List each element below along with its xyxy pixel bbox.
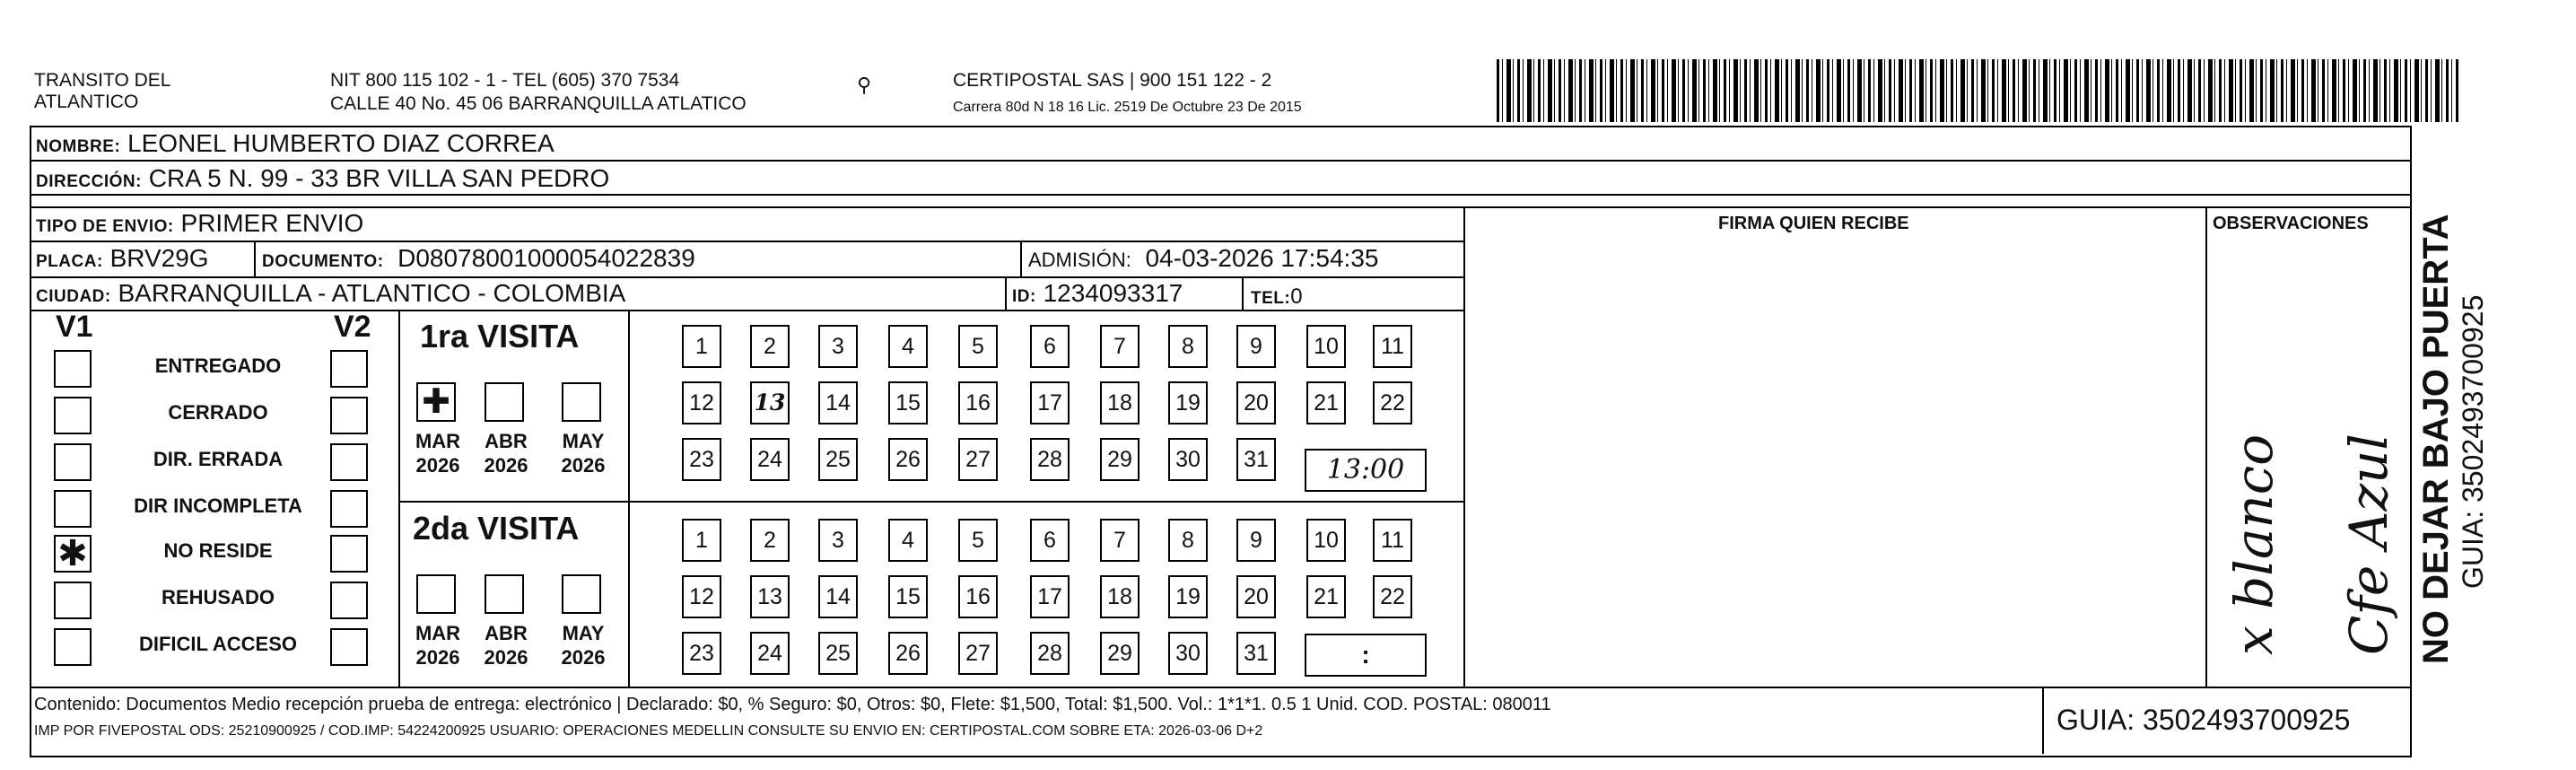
tel-value: 0 — [1290, 284, 1303, 309]
day-box[interactable]: 25 — [818, 632, 858, 675]
tel-label: TEL: — [1251, 289, 1291, 308]
day-box[interactable]: 25 — [818, 438, 858, 481]
v1-label: V1 — [56, 310, 93, 344]
day-box[interactable]: 9 — [1236, 325, 1276, 368]
footer-imp: IMP POR FIVEPOSTAL ODS: 25210900925 / COD.IMP: 54224200925 USUARIO: OPERACIONES MEDELLIN CONSULTE SU ENVIO EN: CERTIPOSTAL.COM SOBRE ETA: 2026-03-06 D+2 — [34, 723, 1263, 739]
admision-value: 04-03-2026 17:54:35 — [1145, 244, 1379, 272]
day-box[interactable]: 23 — [682, 632, 721, 675]
visit1-title: 1ra VISITA — [420, 318, 580, 354]
visit1-time-value: 13:00 — [1326, 454, 1405, 486]
day-box[interactable]: 30 — [1168, 632, 1208, 675]
org-name-line1: TRANSITO DEL — [34, 70, 171, 91]
month-label: MAY 2026 — [561, 430, 606, 477]
v2-checkbox[interactable] — [330, 582, 368, 619]
footer-guia: GUIA: 3502493700925 — [2056, 704, 2351, 736]
handwritten-observation-2: Cfe Azul — [2338, 433, 2399, 655]
status-label: DIFICIL ACCESO — [138, 633, 297, 655]
day-box[interactable]: 28 — [1030, 438, 1070, 481]
barcode-image — [1497, 59, 2458, 122]
status-label: NO RESIDE — [163, 539, 273, 562]
tel-field — [1251, 281, 1303, 313]
day-box[interactable]: 22 — [1373, 381, 1412, 424]
day-box[interactable]: 2 — [750, 325, 790, 368]
org-name-line2: ATLANTICO — [34, 92, 139, 112]
status-label: DIR INCOMPLETA — [134, 494, 302, 517]
id-value: 1234093317 — [1043, 279, 1183, 307]
day-box[interactable]: 15 — [888, 381, 928, 424]
courier-logo-icon: ⚲ — [857, 74, 872, 96]
day-box[interactable]: 8 — [1168, 519, 1208, 562]
ciudad-field — [36, 279, 625, 311]
day-box[interactable]: 20 — [1236, 381, 1276, 424]
v1-checkbox[interactable] — [54, 582, 92, 619]
check-mark-icon: ✚ — [422, 383, 450, 421]
day-box[interactable]: 16 — [958, 575, 998, 618]
observaciones-header: OBSERVACIONES — [2213, 214, 2369, 233]
v2-checkbox[interactable] — [330, 397, 368, 434]
day-box[interactable]: 14 — [818, 575, 858, 618]
day-box[interactable]: 13 — [750, 381, 790, 424]
day-box[interactable]: 27 — [958, 438, 998, 481]
id-label: ID: — [1012, 287, 1036, 306]
day-box[interactable]: 7 — [1100, 325, 1140, 368]
day-box[interactable]: 2 — [750, 519, 790, 562]
direccion-value: CRA 5 N. 99 - 33 BR VILLA SAN PEDRO — [148, 164, 610, 192]
v2-checkbox[interactable] — [330, 350, 368, 388]
month-label: ABR 2026 — [484, 622, 528, 669]
firma-header: FIRMA QUIEN RECIBE — [1718, 214, 1909, 233]
month-checkbox[interactable] — [416, 382, 456, 422]
day-box[interactable]: 22 — [1373, 575, 1412, 618]
v2-checkbox[interactable] — [330, 628, 368, 666]
day-box[interactable]: 1 — [682, 325, 721, 368]
day-box[interactable]: 11 — [1373, 519, 1412, 562]
day-box[interactable]: 8 — [1168, 325, 1208, 368]
day-box[interactable]: 26 — [888, 438, 928, 481]
day-box[interactable]: 17 — [1030, 575, 1070, 618]
footer-contenido: Contenido: Documentos Medio recepción prueba de entrega: electrónico | Declarado: $0, % Seguro: $0, Otros: $0, Flete: $1,500, Total: $1,500. Vol.: 1*1*1. 0.5 1 Unid. COD. POSTAL: 080011 — [34, 695, 1551, 714]
v2-label: V2 — [334, 310, 371, 344]
day-box[interactable]: 26 — [888, 632, 928, 675]
day-box[interactable]: 6 — [1030, 325, 1070, 368]
month-checkbox[interactable] — [562, 574, 601, 614]
day-box[interactable]: 29 — [1100, 438, 1140, 481]
tipo-envio-value: PRIMER ENVIO — [180, 209, 364, 237]
day-box[interactable]: 10 — [1306, 519, 1346, 562]
v1-checkbox[interactable] — [54, 350, 92, 388]
status-label: CERRADO — [168, 401, 268, 424]
visit2-time-value: : — [1361, 641, 1370, 669]
documento-value: D08078001000054022839 — [397, 244, 695, 272]
day-box[interactable]: 18 — [1100, 381, 1140, 424]
month-label: MAY 2026 — [561, 622, 606, 669]
day-box[interactable]: 11 — [1373, 325, 1412, 368]
day-box[interactable]: 13 — [750, 575, 790, 618]
tipo-envio-field — [36, 209, 363, 241]
v2-checkbox[interactable] — [330, 490, 368, 528]
month-checkbox[interactable] — [485, 574, 524, 614]
day-box[interactable]: 5 — [958, 325, 998, 368]
day-box[interactable]: 19 — [1168, 575, 1208, 618]
placa-value: BRV29G — [109, 244, 209, 272]
ciudad-label: CIUDAD: — [36, 287, 111, 306]
nombre-value: LEONEL HUMBERTO DIAZ CORREA — [127, 129, 554, 157]
nombre-label: NOMBRE: — [36, 137, 121, 156]
day-box[interactable]: 17 — [1030, 381, 1070, 424]
day-box[interactable]: 5 — [958, 519, 998, 562]
v1-checkbox[interactable] — [54, 490, 92, 528]
v1-checkbox[interactable] — [54, 443, 92, 481]
day-box[interactable]: 12 — [682, 575, 721, 618]
admision-label: ADMISIÓN: — [1028, 249, 1131, 271]
v2-checkbox[interactable] — [330, 535, 368, 573]
v1-checkbox[interactable] — [54, 397, 92, 434]
day-box[interactable]: 30 — [1168, 438, 1208, 481]
day-box[interactable]: 21 — [1306, 575, 1346, 618]
day-box[interactable]: 9 — [1236, 519, 1276, 562]
status-label: DIR. ERRADA — [153, 448, 284, 470]
day-box[interactable]: 14 — [818, 381, 858, 424]
day-box[interactable]: 4 — [888, 519, 928, 562]
day-box[interactable]: 10 — [1306, 325, 1346, 368]
day-box[interactable]: 20 — [1236, 575, 1276, 618]
day-box[interactable]: 31 — [1236, 632, 1276, 675]
documento-label: DOCUMENTO: — [262, 252, 384, 271]
day-box[interactable]: 7 — [1100, 519, 1140, 562]
day-box[interactable]: 15 — [888, 575, 928, 618]
tipo-envio-label: TIPO DE ENVIO: — [36, 217, 174, 236]
month-checkbox[interactable] — [416, 574, 456, 614]
nombre-field — [36, 129, 554, 162]
visit2-time-box[interactable] — [1305, 634, 1427, 677]
address-line: CALLE 40 No. 45 06 BARRANQUILLA ATLATICO — [330, 93, 747, 114]
day-box[interactable]: 19 — [1168, 381, 1208, 424]
day-box[interactable]: 29 — [1100, 632, 1140, 675]
admision-field — [1028, 244, 1378, 275]
direccion-field — [36, 164, 609, 197]
day-box[interactable]: 24 — [750, 438, 790, 481]
handwritten-observation-1: x blanco — [2223, 433, 2284, 655]
side-note-no-dejar: NO DEJAR BAJO PUERTA — [2416, 214, 2456, 664]
month-label: MAR 2026 — [415, 430, 461, 477]
day-box[interactable]: 6 — [1030, 519, 1070, 562]
day-box[interactable]: 28 — [1030, 632, 1070, 675]
day-box[interactable]: 18 — [1100, 575, 1140, 618]
courier-line2: Carrera 80d N 18 16 Lic. 2519 De Octubre 23 De 2015 — [953, 100, 1302, 115]
nit-line: NIT 800 115 102 - 1 - TEL (605) 370 7534 — [330, 70, 680, 91]
day-box[interactable]: 3 — [818, 325, 858, 368]
day-box[interactable]: 12 — [682, 381, 721, 424]
placa-field — [36, 244, 209, 276]
v1-checkbox[interactable] — [54, 628, 92, 666]
visit1-time-box[interactable] — [1305, 449, 1427, 492]
day-box[interactable]: 3 — [818, 519, 858, 562]
v1-checkbox[interactable] — [54, 535, 92, 573]
month-label: ABR 2026 — [484, 430, 528, 477]
month-checkbox[interactable] — [485, 382, 524, 422]
month-label: MAR 2026 — [415, 622, 461, 669]
day-box[interactable]: 21 — [1306, 381, 1346, 424]
status-label: REHUSADO — [162, 586, 275, 608]
courier-line1: CERTIPOSTAL SAS | 900 151 122 - 2 — [953, 70, 1272, 91]
day-box[interactable]: 23 — [682, 438, 721, 481]
day-box[interactable]: 4 — [888, 325, 928, 368]
check-mark-icon: ✱ — [57, 534, 88, 573]
placa-label: PLACA: — [36, 252, 103, 271]
month-checkbox[interactable] — [562, 382, 601, 422]
ciudad-value: BARRANQUILLA - ATLANTICO - COLOMBIA — [118, 279, 626, 307]
day-box[interactable]: 31 — [1236, 438, 1276, 481]
day-box[interactable]: 16 — [958, 381, 998, 424]
visit2-title: 2da VISITA — [413, 510, 580, 547]
side-guia-number: GUIA: 3502493700925 — [2457, 294, 2489, 589]
documento-field — [262, 244, 695, 276]
status-label: ENTREGADO — [154, 354, 282, 377]
day-box[interactable]: 1 — [682, 519, 721, 562]
guide-frame — [30, 126, 2412, 757]
id-field — [1012, 279, 1183, 311]
day-box[interactable]: 27 — [958, 632, 998, 675]
direccion-label: DIRECCIÓN: — [36, 172, 142, 191]
v2-checkbox[interactable] — [330, 443, 368, 481]
day-box[interactable]: 24 — [750, 632, 790, 675]
